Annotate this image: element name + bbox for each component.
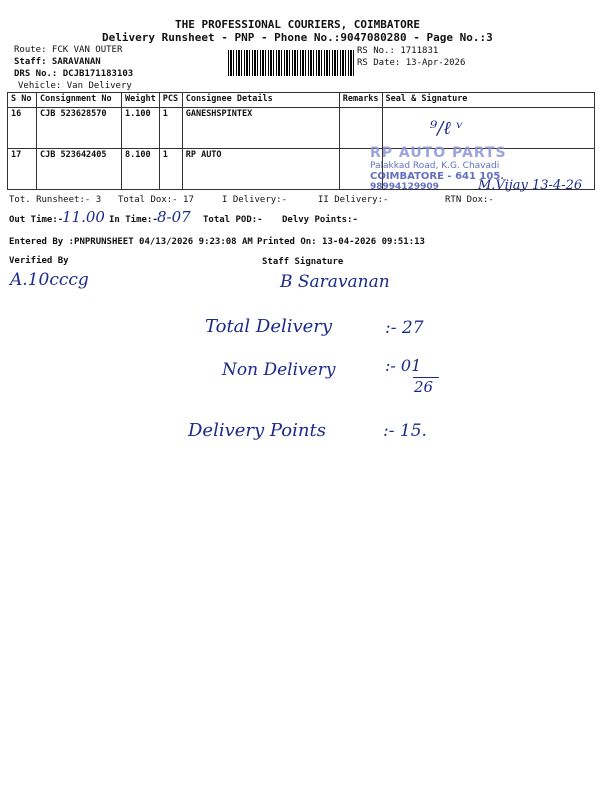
total-pod: Total POD:- (203, 215, 263, 225)
row-consignee: GANESHSPINTEX (182, 108, 339, 149)
runsheet-subtitle: Delivery Runsheet - PNP - Phone No.:9047080280 - Page No.:3 (102, 31, 493, 44)
stamp-line3: COIMBATORE - 641 105. (370, 171, 505, 182)
row-consignment: CJB 523642405 (37, 149, 122, 190)
row-seal (382, 108, 594, 149)
company-title: THE PROFESSIONAL COURIERS, COIMBATORE (175, 18, 421, 31)
delvy-points: Delvy Points:- (282, 215, 358, 225)
in-time-value: 8-07 (157, 208, 191, 226)
col-consignee: Consignee Details (182, 93, 339, 108)
note-total-delivery-value: :- 27 (385, 318, 424, 338)
staff-signature: B Saravanan (280, 272, 390, 292)
col-pcs: PCS (159, 93, 182, 108)
drs-number: DRS No.: DCJB171183103 (14, 69, 134, 79)
table-row (8, 108, 595, 149)
row-consignment: CJB 523628570 (37, 108, 122, 149)
ii-delivery: II Delivery:- (318, 195, 389, 205)
col-weight: Weight (122, 93, 160, 108)
in-time-label: In Time:- (109, 215, 158, 225)
row-sno: 16 (8, 108, 37, 149)
note-delivery-points-value: :- 15. (383, 421, 427, 441)
note-non-delivery-label: Non Delivery (222, 360, 336, 380)
row-consignee: RP AUTO (182, 149, 339, 190)
total-runsheet: Tot. Runsheet:- 3 (9, 195, 102, 205)
out-time-value: 11.00 (62, 208, 105, 226)
row-pcs: 1 (159, 108, 182, 149)
col-sno: S No (8, 93, 37, 108)
total-dox: Total Dox:- 17 (118, 195, 194, 205)
note-total-delivery-label: Total Delivery (205, 316, 333, 337)
table-header-row (8, 93, 595, 108)
rtn-dox: RTN Dox:- (445, 195, 494, 205)
row16-signature-mark: ⁹/ℓ ᵛ (430, 118, 464, 139)
rs-date: RS Date: 13-Apr-2026 (357, 58, 466, 68)
row-pcs: 1 (159, 149, 182, 190)
note-non-delivery-value: :- 01 (385, 356, 422, 375)
stamp-line4: 98994129909 (370, 182, 439, 192)
row-weight: 8.100 (122, 149, 160, 190)
vehicle-label: Vehicle: Van Delivery (18, 81, 132, 91)
verified-by-label: Verified By (9, 256, 69, 266)
route-label: Route: FCK VAN OUTER (14, 45, 123, 55)
i-delivery: I Delivery:- (222, 195, 288, 205)
staff-signature-label: Staff Signature (262, 257, 344, 267)
row-weight: 1.100 (122, 108, 160, 149)
out-time-label: Out Time:- (9, 215, 64, 225)
rs-number: RS No.: 1711831 (357, 46, 439, 56)
printed-on: Printed On: 13-04-2026 09:51:13 (257, 237, 425, 247)
seal-signature: M.Vijay 13-4-26 (478, 178, 583, 193)
row-sno: 17 (8, 149, 37, 190)
stamp-line2: Palakkad Road, K.G. Chavadi (370, 161, 500, 171)
staff-label: Staff: SARAVANAN (14, 57, 101, 67)
verified-signature: A.10cccg (10, 270, 89, 290)
note-delivery-points-label: Delivery Points (188, 420, 326, 441)
barcode-image (228, 50, 354, 76)
col-consignment: Consignment No (37, 93, 122, 108)
entered-by: Entered By :PNPRUNSHEET 04/13/2026 9:23:08 AM (9, 237, 253, 247)
col-seal: Seal & Signature (382, 93, 594, 108)
runsheet-table (7, 92, 595, 190)
row-remarks (339, 108, 382, 149)
note-non-delivery-result: 26 (414, 378, 434, 396)
col-remarks: Remarks (339, 93, 382, 108)
stamp-line1: RP AUTO PARTS (370, 145, 507, 161)
